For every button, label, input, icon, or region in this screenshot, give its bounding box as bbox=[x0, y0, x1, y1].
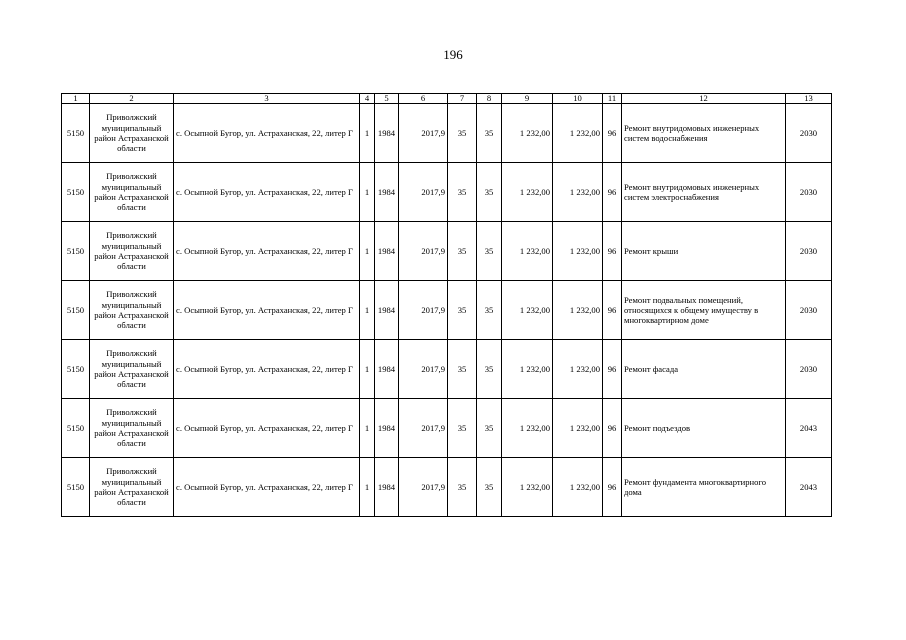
cell-municipality: Приволжский муниципальный район Астраханской области bbox=[90, 399, 174, 458]
column-header: 4 bbox=[360, 94, 375, 104]
cell-planned-year: 2030 bbox=[786, 163, 832, 222]
register-table bbox=[61, 93, 832, 517]
cell-municipality: Приволжский муниципальный район Астраханской области bbox=[90, 222, 174, 281]
cell-municipality: Приволжский муниципальный район Астраханской области bbox=[90, 281, 174, 340]
cell-planned-year: 2030 bbox=[786, 281, 832, 340]
cell-col-11: 96 bbox=[603, 163, 622, 222]
cell-address: с. Осыпной Бугор, ул. Астраханская, 22, литер Г bbox=[174, 163, 360, 222]
cell-col-4: 1 bbox=[360, 281, 375, 340]
cell-address: с. Осыпной Бугор, ул. Астраханская, 22, литер Г bbox=[174, 458, 360, 517]
cell-col-8: 35 bbox=[477, 104, 502, 163]
cell-col-4: 1 bbox=[360, 340, 375, 399]
cell-year: 1984 bbox=[375, 222, 399, 281]
cell-area: 2017,9 bbox=[399, 458, 448, 517]
cell-col-11: 96 bbox=[603, 281, 622, 340]
cell-col-8: 35 bbox=[477, 458, 502, 517]
cell-area: 2017,9 bbox=[399, 399, 448, 458]
column-header: 6 bbox=[399, 94, 448, 104]
cell-year: 1984 bbox=[375, 281, 399, 340]
cell-work-description: Ремонт фасада bbox=[622, 340, 786, 399]
cell-area: 2017,9 bbox=[399, 104, 448, 163]
cell-col-4: 1 bbox=[360, 104, 375, 163]
cell-address: с. Осыпной Бугор, ул. Астраханская, 22, литер Г bbox=[174, 340, 360, 399]
cell-col-7: 35 bbox=[448, 104, 477, 163]
cell-col-11: 96 bbox=[603, 458, 622, 517]
cell-record-number: 5150 bbox=[62, 163, 90, 222]
cell-municipality: Приволжский муниципальный район Астраханской области bbox=[90, 163, 174, 222]
cell-year: 1984 bbox=[375, 458, 399, 517]
column-header: 9 bbox=[502, 94, 553, 104]
cell-col-4: 1 bbox=[360, 222, 375, 281]
cell-area: 2017,9 bbox=[399, 281, 448, 340]
cell-col-9: 1 232,00 bbox=[502, 222, 553, 281]
cell-col-11: 96 bbox=[603, 222, 622, 281]
table-row bbox=[62, 399, 832, 458]
cell-col-9: 1 232,00 bbox=[502, 163, 553, 222]
column-number-header-row bbox=[62, 94, 832, 104]
cell-col-8: 35 bbox=[477, 222, 502, 281]
cell-work-description: Ремонт фундамента многоквартирного дома bbox=[622, 458, 786, 517]
cell-col-8: 35 bbox=[477, 340, 502, 399]
cell-address: с. Осыпной Бугор, ул. Астраханская, 22, литер Г bbox=[174, 104, 360, 163]
table-row bbox=[62, 340, 832, 399]
cell-col-8: 35 bbox=[477, 163, 502, 222]
table-row bbox=[62, 222, 832, 281]
table-row bbox=[62, 104, 832, 163]
table-row bbox=[62, 163, 832, 222]
cell-col-9: 1 232,00 bbox=[502, 104, 553, 163]
cell-year: 1984 bbox=[375, 163, 399, 222]
cell-record-number: 5150 bbox=[62, 340, 90, 399]
cell-col-9: 1 232,00 bbox=[502, 340, 553, 399]
column-header: 13 bbox=[786, 94, 832, 104]
cell-address: с. Осыпной Бугор, ул. Астраханская, 22, литер Г bbox=[174, 281, 360, 340]
cell-municipality: Приволжский муниципальный район Астраханской области bbox=[90, 458, 174, 517]
cell-work-description: Ремонт подвальных помещений, относящихся к общему имуществу в многоквартирном доме bbox=[622, 281, 786, 340]
cell-col-7: 35 bbox=[448, 458, 477, 517]
cell-col-4: 1 bbox=[360, 163, 375, 222]
cell-col-4: 1 bbox=[360, 399, 375, 458]
cell-col-7: 35 bbox=[448, 281, 477, 340]
cell-col-9: 1 232,00 bbox=[502, 281, 553, 340]
cell-col-7: 35 bbox=[448, 163, 477, 222]
cell-area: 2017,9 bbox=[399, 163, 448, 222]
cell-col-10: 1 232,00 bbox=[553, 281, 603, 340]
column-header: 11 bbox=[603, 94, 622, 104]
cell-col-10: 1 232,00 bbox=[553, 399, 603, 458]
cell-col-11: 96 bbox=[603, 340, 622, 399]
cell-col-10: 1 232,00 bbox=[553, 340, 603, 399]
column-header: 5 bbox=[375, 94, 399, 104]
cell-record-number: 5150 bbox=[62, 222, 90, 281]
cell-record-number: 5150 bbox=[62, 399, 90, 458]
cell-planned-year: 2043 bbox=[786, 399, 832, 458]
page-number: 196 bbox=[443, 47, 463, 62]
cell-municipality: Приволжский муниципальный район Астраханской области bbox=[90, 104, 174, 163]
cell-record-number: 5150 bbox=[62, 281, 90, 340]
cell-col-11: 96 bbox=[603, 399, 622, 458]
cell-work-description: Ремонт внутридомовых инженерных систем электроснабжения bbox=[622, 163, 786, 222]
column-header: 12 bbox=[622, 94, 786, 104]
cell-address: с. Осыпной Бугор, ул. Астраханская, 22, литер Г bbox=[174, 222, 360, 281]
cell-municipality: Приволжский муниципальный район Астраханской области bbox=[90, 340, 174, 399]
column-header: 3 bbox=[174, 94, 360, 104]
cell-col-7: 35 bbox=[448, 222, 477, 281]
cell-year: 1984 bbox=[375, 340, 399, 399]
cell-col-10: 1 232,00 bbox=[553, 458, 603, 517]
cell-address: с. Осыпной Бугор, ул. Астраханская, 22, литер Г bbox=[174, 399, 360, 458]
cell-col-10: 1 232,00 bbox=[553, 104, 603, 163]
column-header: 7 bbox=[448, 94, 477, 104]
cell-work-description: Ремонт крыши bbox=[622, 222, 786, 281]
cell-area: 2017,9 bbox=[399, 222, 448, 281]
cell-planned-year: 2030 bbox=[786, 104, 832, 163]
cell-col-10: 1 232,00 bbox=[553, 222, 603, 281]
cell-col-8: 35 bbox=[477, 281, 502, 340]
cell-col-9: 1 232,00 bbox=[502, 458, 553, 517]
column-header: 8 bbox=[477, 94, 502, 104]
cell-col-8: 35 bbox=[477, 399, 502, 458]
column-header: 2 bbox=[90, 94, 174, 104]
cell-record-number: 5150 bbox=[62, 458, 90, 517]
cell-year: 1984 bbox=[375, 104, 399, 163]
column-header: 10 bbox=[553, 94, 603, 104]
cell-planned-year: 2043 bbox=[786, 458, 832, 517]
cell-planned-year: 2030 bbox=[786, 340, 832, 399]
cell-planned-year: 2030 bbox=[786, 222, 832, 281]
cell-col-11: 96 bbox=[603, 104, 622, 163]
table-row bbox=[62, 281, 832, 340]
cell-work-description: Ремонт внутридомовых инженерных систем водоснабжения bbox=[622, 104, 786, 163]
cell-work-description: Ремонт подъездов bbox=[622, 399, 786, 458]
cell-record-number: 5150 bbox=[62, 104, 90, 163]
cell-col-9: 1 232,00 bbox=[502, 399, 553, 458]
table-row bbox=[62, 458, 832, 517]
cell-col-7: 35 bbox=[448, 399, 477, 458]
column-header: 1 bbox=[62, 94, 90, 104]
cell-year: 1984 bbox=[375, 399, 399, 458]
cell-col-10: 1 232,00 bbox=[553, 163, 603, 222]
cell-col-7: 35 bbox=[448, 340, 477, 399]
cell-col-4: 1 bbox=[360, 458, 375, 517]
cell-area: 2017,9 bbox=[399, 340, 448, 399]
